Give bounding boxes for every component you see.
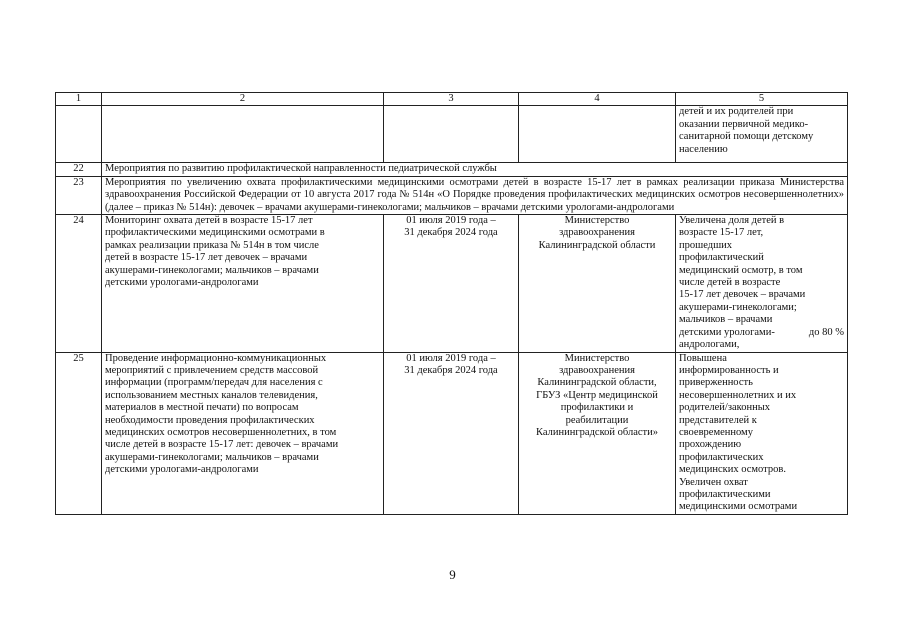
page-number: 9 xyxy=(449,567,456,582)
executor-cell: Министерство здравоохранения Калининградской области, ГБУЗ «Центр медицинской профилактики и реабилитации Калининградской области» xyxy=(519,352,676,514)
row-number: 22 xyxy=(56,163,102,176)
header-col-1: 1 xyxy=(56,93,102,106)
row-number: 23 xyxy=(56,176,102,214)
header-col-5: 5 xyxy=(676,93,848,106)
header-row xyxy=(56,93,848,106)
term-cell: 01 июля 2019 года – 31 декабря 2024 года xyxy=(384,352,519,514)
section-heading: Мероприятия по развитию профилактической направленности педиатрической службы xyxy=(102,163,848,176)
term-cell: 01 июля 2019 года – 31 декабря 2024 года xyxy=(384,215,519,352)
executor-cell: Министерство здравоохранения Калининградской области xyxy=(519,215,676,352)
plan-table xyxy=(55,92,848,515)
cell-empty xyxy=(519,106,676,163)
row-number: 24 xyxy=(56,215,102,352)
activity-cell: Мониторинг охвата детей в возрасте 15-17 лет профилактическими медицинскими осмотрами в рамках реализации приказа № 514н в том числе детей в возрасте 15-17 лет девочек – врачами акушерами-гинекологами; мальчиков – врачами детскими урологами-андрологами xyxy=(102,215,384,352)
header-col-2: 2 xyxy=(102,93,384,106)
section-description: Мероприятия по увеличению охвата профилактическими медицинскими осмотрами детей в возрасте 15-17 лет в рамках реализации приказа Министерства здравоохранения Российской Федерации от 10 августа 2017 года № 514н «О Порядке проведения профилактических медицинских осмотров несовершеннолетних» (далее – приказ № 514н): девочек – врачами акушерами-гинекологами; мальчиков – врачами детскими урологами-андрологами xyxy=(102,176,848,214)
table-row-24 xyxy=(56,215,848,352)
header-col-4: 4 xyxy=(519,93,676,106)
table-row-25 xyxy=(56,352,848,514)
result-cell xyxy=(676,215,848,352)
cell-empty xyxy=(102,106,384,163)
table-row-continuation xyxy=(56,106,848,163)
result-value: до 80 % xyxy=(808,326,844,338)
cell-empty xyxy=(56,106,102,163)
row-number: 25 xyxy=(56,352,102,514)
header-col-3: 3 xyxy=(384,93,519,106)
result-cell: Повышена информированность и приверженность несовершеннолетних и их родителей/законных представителей к своевременному прохождению профилактических медицинских осмотров. Увеличен охват профилактическими медицинскими осмотрами xyxy=(676,352,848,514)
continuation-result: детей и их родителей при оказании первичной медико- санитарной помощи детскому населению xyxy=(676,106,848,163)
table-row-22 xyxy=(56,163,848,176)
table-row-23 xyxy=(56,176,848,214)
activity-cell: Проведение информационно-коммуникационных мероприятий с привлечением средств массовой информации (программ/передач для населения с использованием местных каналов телевидения, материалов в местной печати) по вопросам необходимости проведения профилактических медицинских осмотров несовершеннолетних, в том числе детей в возрасте 15-17 лет: девочек – врачами акушерами-гинекологами; мальчиков – врачами детскими урологами-андрологами xyxy=(102,352,384,514)
cell-empty xyxy=(384,106,519,163)
result-text: Увеличена доля детей в возрасте 15-17 лет, прошедших профилактический медицинский осмотр, в том числе детей в возрасте 15-17 лет девочек – врачами акушерами-гинекологами; мальчиков – врачами детскими урологами- андрологами, xyxy=(679,215,806,351)
